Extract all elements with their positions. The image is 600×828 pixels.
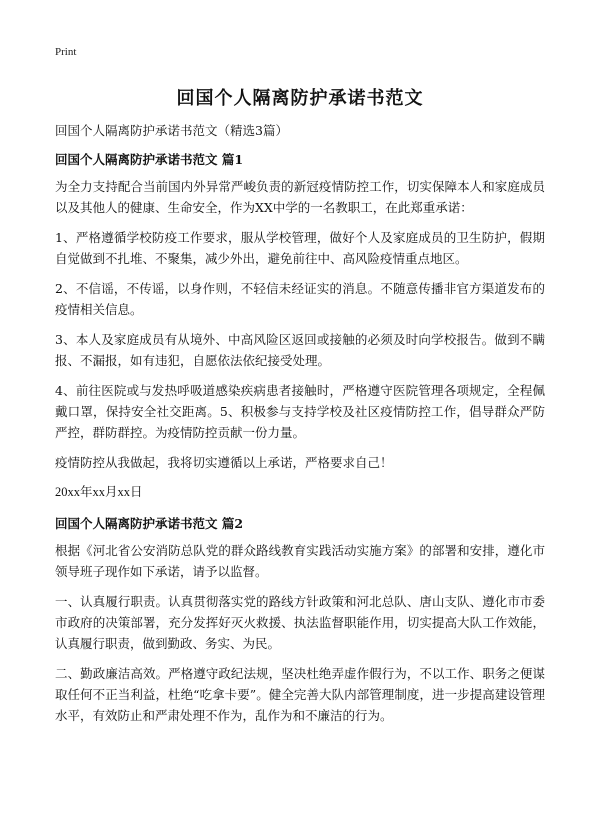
print-label: Print <box>55 46 77 58</box>
document-body <box>55 120 545 735</box>
section1-item-4: 4、前往医院或与发热呼吸道感染疾病患者接触时，严格遵守医院管理各项规定，全程佩戴口罩，保持安全社交距离。5、积极参与支持学校及社区疫情防控工作，倡导群众严防严控，群防群控。为疫情防控贡献一份力量。 <box>55 383 545 440</box>
document-subtitle: 回国个人隔离防护承诺书范文（精选3篇） <box>55 123 288 138</box>
section-heading-1: 回国个人隔离防护承诺书范文 篇1 <box>55 152 244 167</box>
section1-date: 20xx年xx月xx日 <box>55 485 143 499</box>
section1-item-3: 3、本人及家庭成员有从境外、中高风险区返回或接触的必须及时向学校报告。做到不瞒报、不漏报，如有违犯，自愿依法依纪接受处理。 <box>55 332 545 368</box>
document-title: 回国个人隔离防护承诺书范文 <box>176 88 424 109</box>
section1-item-2: 2、不信谣，不传谣，以身作则，不轻信未经证实的消息。不随意传播非官方渠道发布的疫情相关信息。 <box>55 281 545 317</box>
section2-intro: 根据《河北省公安消防总队党的群众路线教育实践活动实施方案》的部署和安排，遵化市领导班子现作如下承诺，请予以监督。 <box>55 543 545 579</box>
section1-closing: 疫情防控从我做起，我将切实遵循以上承诺，严格要求自己！ <box>55 455 393 470</box>
section2-item-1: 一、认真履行职责。认真贯彻落实党的路线方针政策和河北总队、唐山支队、遵化市市委市政府的决策部署，充分发挥好灭火救援、执法监督职能作用，切实提高大队工作效能，认真履行职责，做到勤政、务实、为民。 <box>55 594 545 651</box>
section1-intro: 为全力支持配合当前国内外异常严峻负责的新冠疫情防控工作，切实保障本人和家庭成员以及其他人的健康、生命安全，作为XX中学的一名教职工，在此郑重承诺： <box>55 179 545 215</box>
section2-item-2: 二、勤政廉洁高效。严格遵守政纪法规，坚决杜绝弄虚作假行为，不以工作、职务之便谋取任何不正当利益，杜绝“吃拿卡要”。健全完善大队内部管理制度，进一步提高建设管理水平，有效防止和严肃处理不作为，乱作为和不廉洁的行为。 <box>55 666 545 723</box>
section-heading-2: 回国个人隔离防护承诺书范文 篇2 <box>55 516 244 531</box>
section1-item-1: 1、严格遵循学校防疫工作要求，服从学校管理，做好个人及家庭成员的卫生防护，假期自觉做到不扎堆、不聚集，减少外出，避免前往中、高风险疫情重点地区。 <box>55 230 545 266</box>
